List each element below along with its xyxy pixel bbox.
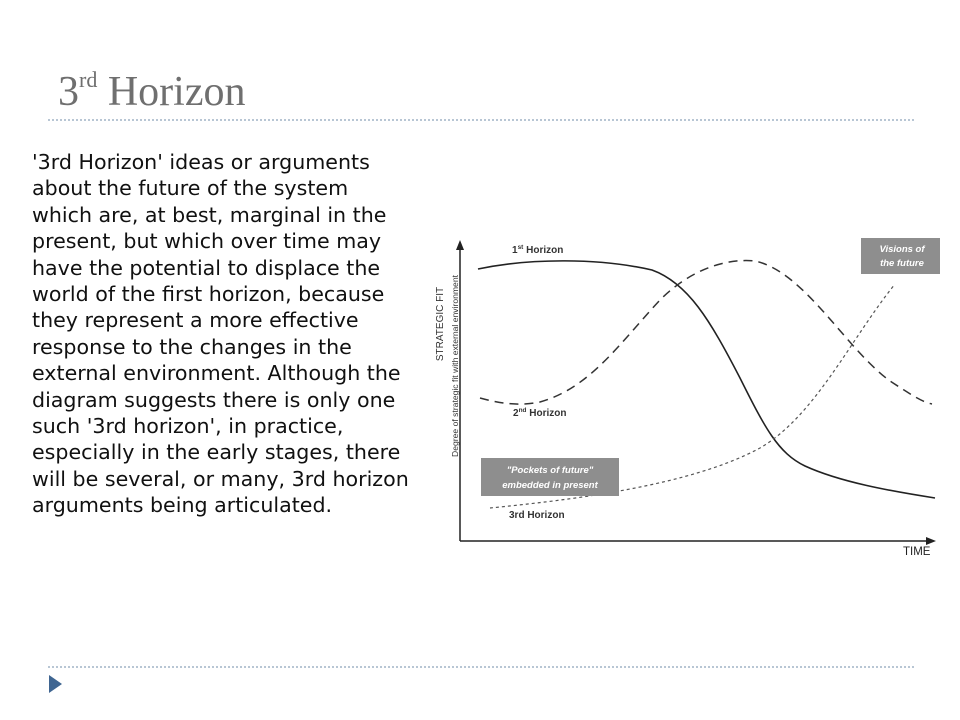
pockets-label-line1: "Pockets of future" [506, 465, 594, 476]
x-axis-title: TIME [903, 546, 931, 558]
title-text: Horizon [97, 69, 246, 115]
visions-label-line2: the future [880, 258, 924, 269]
second-horizon-label: 2nd Horizon [513, 407, 567, 419]
pockets-label-line2: embedded in present [502, 480, 598, 491]
y-axis-subtitle: Degree of strategic fit with external environment [450, 275, 460, 457]
visions-label-line1: Visions of [879, 244, 925, 255]
title-number: 3 [58, 69, 79, 115]
three-horizons-diagram [420, 228, 940, 568]
y-axis-arrow-icon [456, 240, 464, 250]
title-superscript: rd [79, 67, 98, 92]
third-horizon-label: 3rd Horizon [509, 510, 565, 521]
y-axis-title: STRATEGIC FIT [435, 286, 446, 362]
slide-title [58, 66, 245, 118]
body-paragraph: '3rd Horizon' ideas or arguments about the future of the system which are, at best, marginal in the present, but which over time may have the potential to displace the world of the first horizon, because they represent a more effective response to the changes in the external environment. Although the diagram suggests there is only one such '3rd horizon', in practice, especially in the early stages, there will be several, or many, 3rd horizon arguments being articulated. [32, 150, 409, 518]
body-text-block [32, 149, 410, 519]
footer-divider [48, 666, 914, 668]
second-horizon-curve [480, 261, 932, 405]
next-slide-arrow-icon[interactable] [49, 675, 62, 693]
first-horizon-label: 1st Horizon [512, 244, 564, 256]
title-divider [48, 119, 914, 121]
x-axis-arrow-icon [926, 537, 936, 545]
